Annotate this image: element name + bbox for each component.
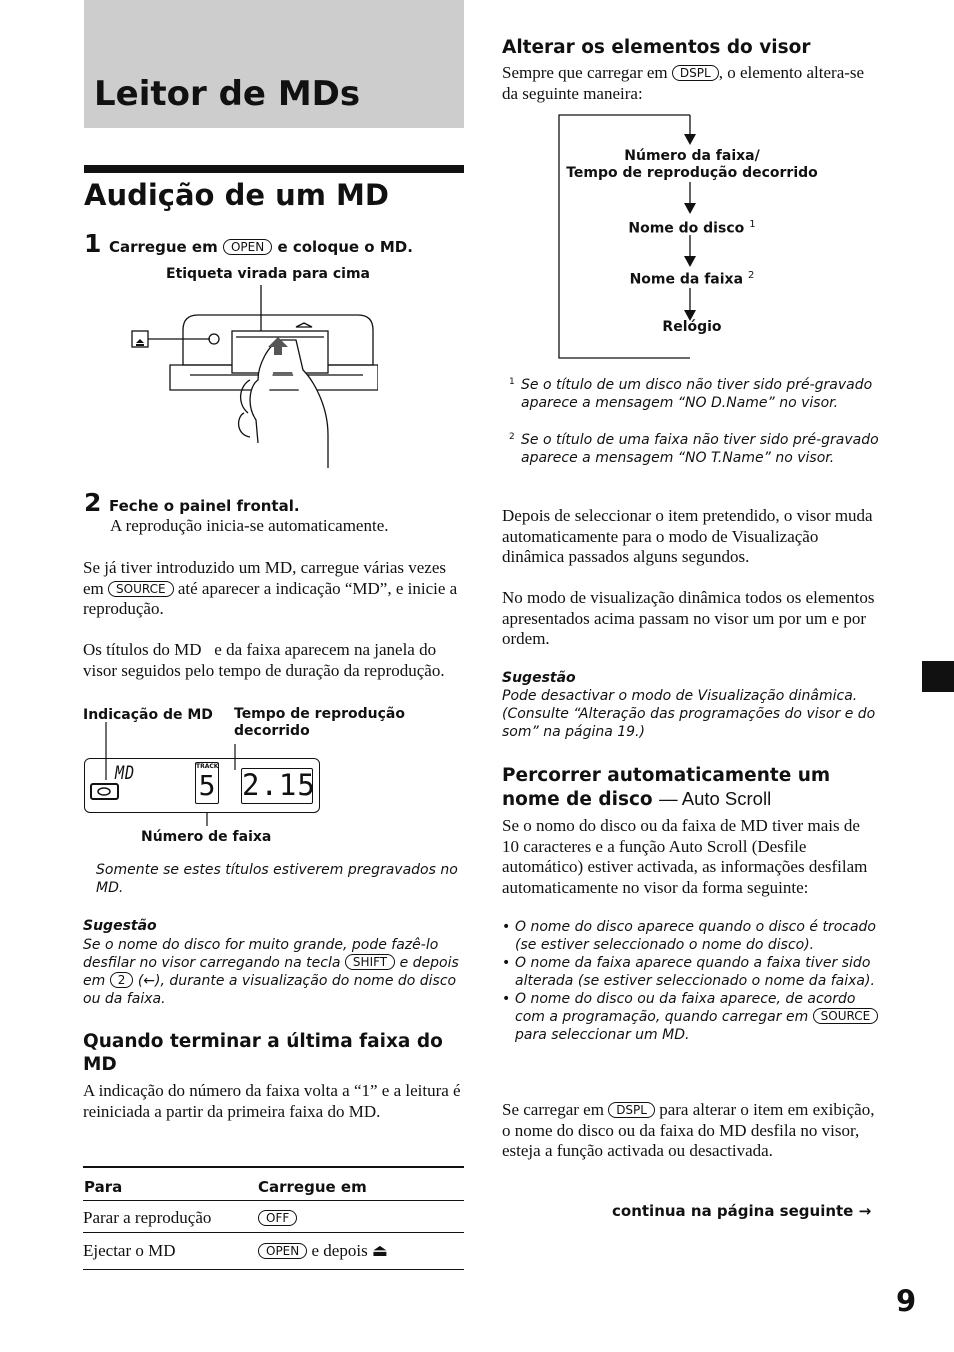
lcd-time-box [241,768,316,804]
label-elapsed-time: Tempo de reprodução decorrido [234,706,405,739]
last-track-text: A indicação do número da faixa volta a “1” e a leitura é reiniciada a partir da primeira faixa do MD. [83,1081,461,1121]
para-dynamic-2: No modo de visualização dinâmica todos os elementos apresentados acima passam no visor um por um e por ordem. [502,588,875,648]
key-2: 2 [110,972,134,988]
lcd-track-label: TRACK [196,763,219,770]
para-dynamic-1: Depois de seleccionar o item pretendido, o visor muda automaticamente para o modo de Visualização dinâmica passados alguns segundos. [502,506,873,566]
step-1-number: 1 [84,229,102,258]
note-1-text: Se o título de um disco não tiver sido pré-gravado aparece a mensagem “NO D.Name” no visor. [521,377,873,411]
lcd-display [84,758,320,813]
auto-scroll-title [502,764,882,811]
footnote-titles: Somente se estes títulos estiverem pregravados no MD. [96,862,458,896]
header-title: Leitor de MDs [94,74,361,114]
display-section-title: Alterar os elementos do visor [502,37,811,58]
flow-item-track-name-text: Nome da faixa [629,271,744,288]
auto-scroll-text: Se o nomo do disco ou da faixa de MD tiver mais de 10 caracteres e a função Auto Scroll (Desfile automático) estiver activada, as informações desfilam automaticamente no visor da forma seguinte: [502,816,868,897]
open-key-table: OPEN [258,1243,307,1259]
para-dspl-b: para alterar o item em exibição, o nome do disco ou da faixa do MD desfila no visor, esteja a função activada ou desactivada. [502,1100,875,1160]
label-track-number: Número de faixa [141,829,272,845]
para-dspl-a: Se carregar em [502,1100,604,1119]
tip-right-title: Sugestão [502,670,576,686]
step-1-text [109,238,413,256]
auto-scroll-title-b: — Auto Scroll [659,788,772,809]
auto-scroll-bullet-2: • O nome da faixa aparece quando a faixa tiver sido alterada (se estiver seleccionado o nome da faixa). [502,954,882,990]
lcd-time: 2.15 [242,768,316,802]
table-row-stop-key [258,1208,297,1229]
open-key: OPEN [223,239,272,255]
flow-item-clock: Relógio [662,319,722,335]
source-key: SOURCE [108,581,174,597]
step-1-text-a: Carregue em [109,238,218,256]
table-row-rule [83,1232,464,1233]
table-row-stop-action: Parar a reprodução [83,1208,212,1227]
para-source-a: Se já tiver introduzido um MD, carregue várias vezes em [83,558,447,598]
para-source [83,558,468,620]
flow-item-track-name [560,267,824,289]
para-dspl [502,1100,882,1162]
table-bottom-rule [83,1269,464,1270]
dspl-key-2: DSPL [608,1102,655,1118]
shift-key: SHIFT [345,954,395,970]
display-section-b: , o elemento altera-se da seguinte maneira: [502,63,865,103]
tip-left-a: Se o nome do disco for muito grande, pode fazê-lo desfilar no visor carregando na tecla [83,937,439,971]
md-indicator-icon [90,783,119,800]
table-header-para: Para [84,1178,123,1196]
tip-left-text [83,936,465,1008]
section-rule [84,165,464,173]
flow-item-track-number: Número da faixa/ [624,148,760,164]
table-row-eject-action: Ejectar o MD [83,1241,176,1260]
lcd-md-text: MD [115,762,135,784]
md-insertion-illustration [128,285,378,470]
display-section-a: Sempre que carregar em [502,63,668,82]
edge-tab-marker [922,661,954,692]
table-top-rule [83,1166,464,1168]
tip-left-b: e depois em [83,955,459,989]
eject-extra: e depois ⏏ [311,1241,388,1260]
auto-scroll-title-a: Percorrer automaticamente um nome de disco [502,765,831,810]
lcd-track-box [195,762,219,804]
section-title: Audição de um MD [84,178,389,212]
tip-left-title: Sugestão [83,918,157,934]
auto-scroll-bullet-3-a: O nome do disco ou da faixa aparece, de acordo com a programação, quando carregar em [515,991,856,1025]
auto-scroll-bullet-3-b: para seleccionar um MD. [515,1027,690,1043]
auto-scroll-bullets [502,918,882,1044]
source-key-right: SOURCE [813,1008,879,1024]
auto-scroll-bullet-1: • O nome do disco aparece quando o disco é trocado (se estiver seleccionado o nome do disco). [502,918,882,954]
flow-item-elapsed-time: Tempo de reprodução decorrido [566,165,818,181]
para-titles: Os títulos do MD e da faixa aparecem na janela do visor seguidos pelo tempo de duração da reprodução. [83,640,445,680]
step-2-text: A reprodução inicia-se automaticamente. [110,516,389,535]
table-header-key: Carregue em [258,1178,367,1196]
label-md-indication: Indicação de MD [83,707,213,723]
dspl-key: DSPL [672,65,719,81]
lcd-track-number: 5 [198,769,216,802]
note-1-number: 1 [509,377,515,387]
note-2-number: 2 [509,432,515,442]
step-2-title: Feche o painel frontal. [109,497,300,515]
label-side-up-caption: Etiqueta virada para cima [166,266,370,282]
auto-scroll-bullet-3 [502,990,882,1044]
tip-right-text: Pode desactivar o modo de Visualização dinâmica. (Consulte “Alteração das programações do visor e do som” na página 19.) [502,688,876,740]
note-2-text: Se o título de uma faixa não tiver sido pré-gravado aparece a mensagem “NO T.Name” no visor. [521,432,879,466]
tip-left-c: (←), durante a visualização do nome do disco ou da faixa. [83,973,457,1007]
continue-next-page: continua na página seguinte → [612,1202,872,1220]
table-row-eject-key [258,1241,388,1262]
last-track-title: Quando terminar a última faixa do MD [83,1031,443,1075]
off-key: OFF [258,1210,297,1226]
flow-item-disc-name [560,216,824,238]
step-1-text-b: e coloque o MD. [277,238,413,256]
table-header-rule [83,1200,464,1201]
para-source-b: até aparecer a indicação “MD”, e inicie a reprodução. [83,578,458,618]
page-number: 9 [896,1284,917,1318]
flow-sup-2: 2 [748,270,755,281]
display-section-text [502,63,877,104]
flow-sup-1: 1 [749,219,756,230]
flow-item-disc-name-text: Nome do disco [628,220,745,237]
step-2-number: 2 [84,488,102,517]
